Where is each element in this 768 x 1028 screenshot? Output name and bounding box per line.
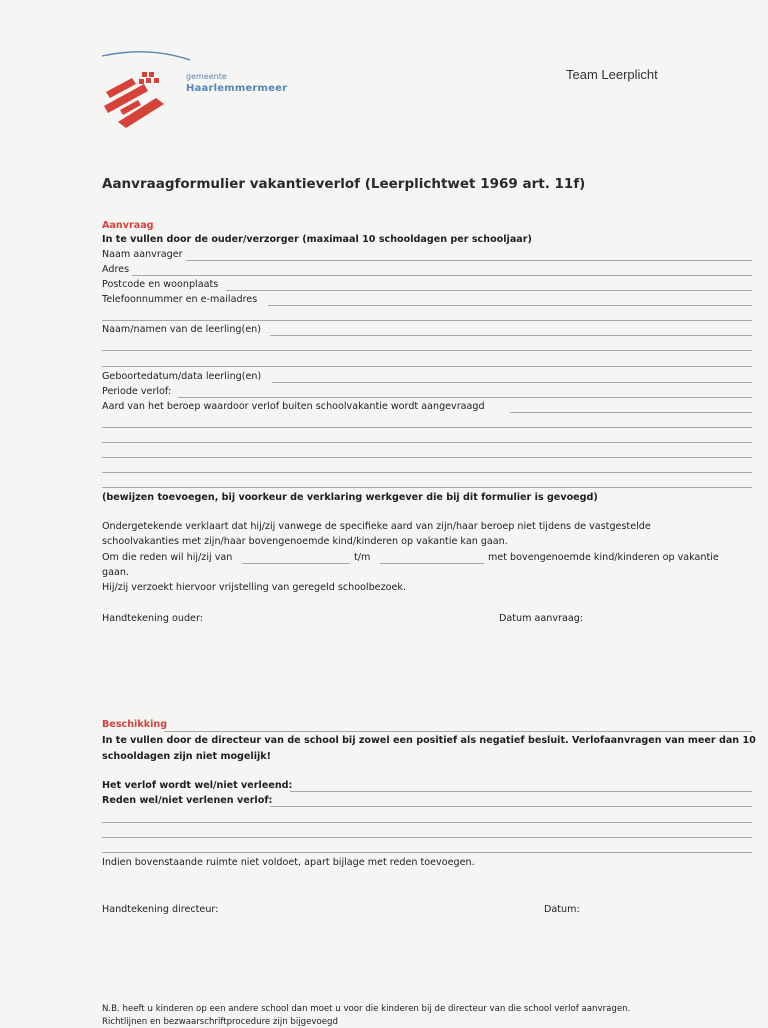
date-label-aanvraag: Datum aanvraag: [499, 613, 584, 624]
field-line-postcode[interactable] [226, 290, 752, 291]
field-label-verleend: Het verlof wordt wel/niet verleend: [102, 780, 293, 791]
field-label-postcode: Postcode en woonplaats [102, 279, 219, 290]
field-line-naam[interactable] [186, 260, 752, 261]
logo-text-gemeente: gemeente [186, 72, 227, 81]
field-label-naam: Naam aanvrager [102, 249, 183, 260]
declaration-line-2: schoolvakanties met zijn/haar bovengenoemde kind/kinderen op vakantie kan gaan. [102, 536, 508, 547]
declaration-line-3b: t/m [354, 552, 371, 563]
field-label-periode: Periode verlof: [102, 386, 172, 397]
beschikking-divider [164, 731, 752, 732]
field-line-aard-6[interactable] [102, 487, 752, 488]
declaration-line-3c: met bovengenoemde kind/kinderen op vakantie [488, 552, 719, 563]
field-label-leerlingen: Naam/namen van de leerling(en) [102, 324, 261, 335]
signature-label-ouder: Handtekening ouder: [102, 613, 203, 624]
field-line-leerlingen[interactable] [270, 335, 752, 336]
logo-text-haarlemmermeer: Haarlemmermeer [186, 83, 288, 94]
field-line-verleend[interactable] [290, 791, 752, 792]
field-line-geboortedatum[interactable] [272, 382, 752, 383]
date-label-beschikking: Datum: [544, 904, 580, 915]
field-line-extra[interactable] [102, 320, 752, 321]
footer-note-cut: Richtlijnen en bezwaarschriftprocedure zijn bijgevoegd [102, 1017, 338, 1027]
field-label-reden: Reden wel/niet verlenen verlof: [102, 795, 273, 806]
date-to-line[interactable] [380, 563, 484, 564]
field-line-aard[interactable] [510, 412, 752, 413]
field-line-telefoon[interactable] [268, 305, 752, 306]
beschikking-instruction-2: schooldagen zijn niet mogelijk! [102, 751, 272, 762]
declaration-line-4: gaan. [102, 567, 129, 578]
field-label-telefoon: Telefoonnummer en e-mailadres [102, 294, 258, 305]
field-line-reden-4[interactable] [102, 852, 752, 853]
beschikking-instruction-1: In te vullen door de directeur van de school bij zowel een positief als negatief besluit. Verlofaanvragen van meer dan 10 [102, 735, 756, 746]
field-line-adres[interactable] [132, 275, 752, 276]
field-label-aard: Aard van het beroep waardoor verlof buiten schoolvakantie wordt aangevraagd [102, 401, 485, 412]
field-line-reden[interactable] [270, 806, 752, 807]
team-label: Team Leerplicht [566, 67, 658, 82]
field-line-reden-3[interactable] [102, 837, 752, 838]
bewijzen-note: (bewijzen toevoegen, bij voorkeur de verklaring werkgever die bij dit formulier is gevoegd) [102, 492, 598, 503]
field-line-aard-3[interactable] [102, 442, 752, 443]
field-line-aard-4[interactable] [102, 457, 752, 458]
section-heading-aanvraag: Aanvraag [102, 220, 154, 231]
field-line-reden-2[interactable] [102, 822, 752, 823]
signature-label-directeur: Handtekening directeur: [102, 904, 219, 915]
declaration-line-3a: Om die reden wil hij/zij van [102, 552, 233, 563]
bijlage-note: Indien bovenstaande ruimte niet voldoet, apart bijlage met reden toevoegen. [102, 857, 475, 868]
section-heading-beschikking: Beschikking [102, 719, 168, 730]
declaration-line-1: Ondergetekende verklaart dat hij/zij vanwege de specifieke aard van zijn/haar beroep niet tijdens de vastgestelde [102, 521, 651, 532]
field-line-leerlingen-2[interactable] [102, 350, 752, 351]
field-line-aard-2[interactable] [102, 427, 752, 428]
aanvraag-instruction: In te vullen door de ouder/verzorger (maximaal 10 schooldagen per schooljaar) [102, 234, 532, 245]
field-line-periode[interactable] [178, 397, 752, 398]
form-title: Aanvraagformulier vakantieverlof (Leerplichtwet 1969 art. 11f) [102, 176, 586, 192]
field-label-adres: Adres [102, 264, 130, 275]
declaration-line-5: Hij/zij verzoekt hiervoor vrijstelling van geregeld schoolbezoek. [102, 582, 407, 593]
field-label-geboortedatum: Geboortedatum/data leerling(en) [102, 371, 262, 382]
field-line-leerlingen-3[interactable] [102, 366, 752, 367]
date-from-line[interactable] [242, 563, 350, 564]
footer-note: N.B. heeft u kinderen op een andere school dan moet u voor die kinderen bij de directeur van die school verlof aanvragen. [102, 1004, 631, 1014]
municipality-logo [98, 48, 298, 130]
field-line-aard-5[interactable] [102, 472, 752, 473]
